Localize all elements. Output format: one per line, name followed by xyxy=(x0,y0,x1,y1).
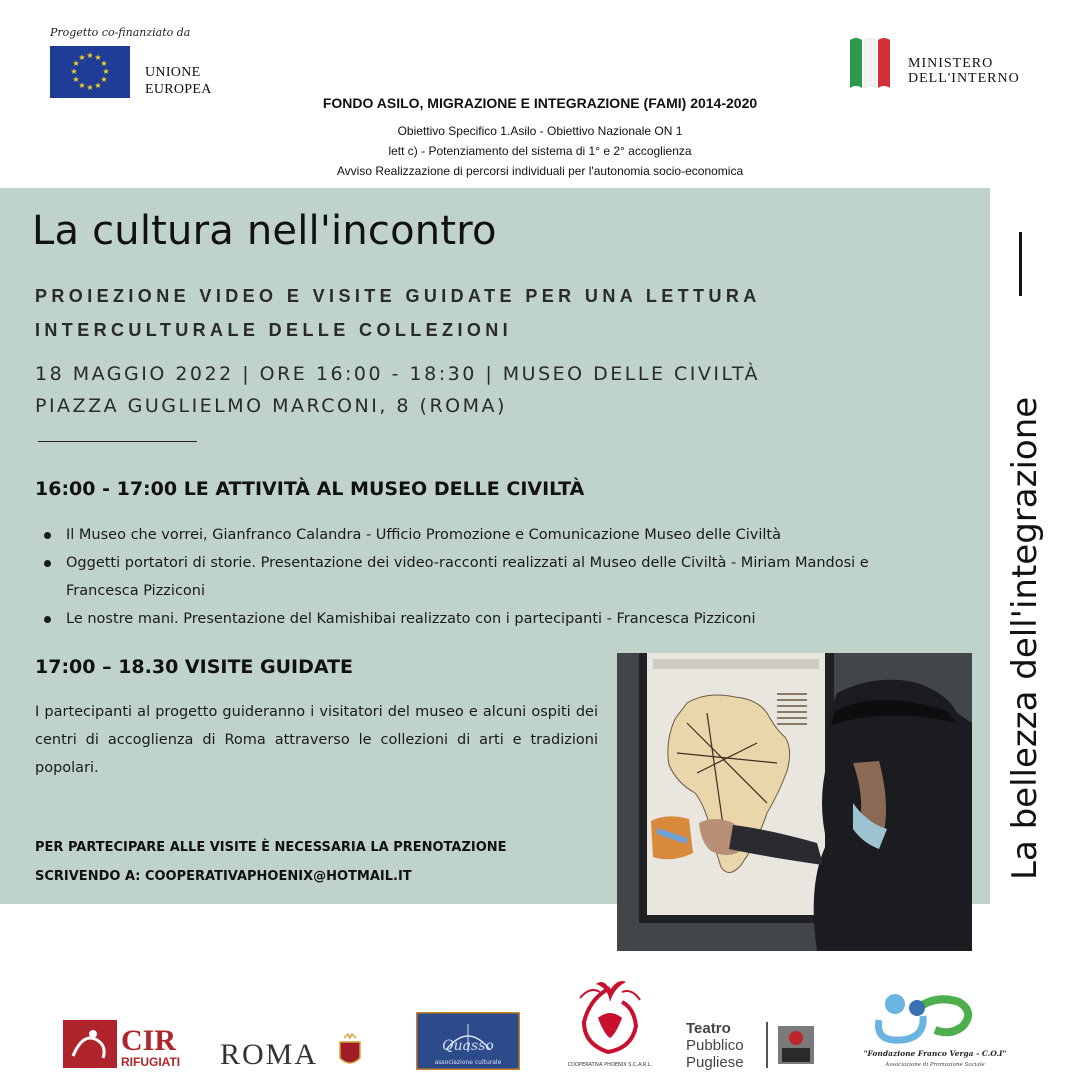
section1-heading: 16:00 - 17:00 LE ATTIVITÀ AL MUSEO DELLE CIVILTÀ xyxy=(35,478,585,500)
verga-logo xyxy=(855,990,1015,1070)
divider xyxy=(38,441,197,442)
slogan-vertical: La bellezza dell'integrazione xyxy=(1005,396,1045,880)
eu-flag-logo xyxy=(50,46,130,98)
section2-paragraph: I partecipanti al progetto guideranno i visitatori del museo e alcuni ospiti dei centri di accoglienza di Roma attraverso le collezioni di arti e tradizioni popolari. xyxy=(35,704,598,776)
eu-line1: UNIONE xyxy=(145,65,201,80)
fund-subtitle xyxy=(0,121,1080,181)
fund-line: lett c) - Potenziamento del sistema di 1° e 2° accoglienza xyxy=(388,144,692,158)
phoenix-logo xyxy=(560,978,660,1070)
booking-line1: PER PARTECIPARE ALLE VISITE È NECESSARIA LA PRENOTAZIONE xyxy=(35,840,507,855)
quasso-name: Quasso xyxy=(442,1038,494,1054)
event-subtitle xyxy=(35,279,761,347)
eu-name xyxy=(145,64,212,98)
list-item-text: Le nostre mani. Presentazione del Kamishibai realizzato con i partecipanti - Francesca Pizziconi xyxy=(66,611,756,627)
svg-text:★: ★ xyxy=(78,53,86,62)
svg-text:★: ★ xyxy=(100,75,108,84)
quasso-sub: associazione culturale xyxy=(434,1059,502,1066)
cir-sub: RIFUGIATI xyxy=(121,1055,181,1069)
ministry-line1: MINISTERO xyxy=(908,56,994,71)
booking-line2: SCRIVENDO A: COOPERATIVAPHOENIX@HOTMAIL.IT xyxy=(35,869,412,884)
svg-text:★: ★ xyxy=(100,59,108,68)
event-title: La cultura nell'incontro xyxy=(32,208,497,254)
phoenix-name: COOPERATIVA PHOENIX S.C.A.R.L. xyxy=(567,1062,653,1068)
list-item-text: Il Museo che vorrei, Gianfranco Calandra - Ufficio Promozione e Comunicazione Museo delle Civiltà xyxy=(66,527,782,543)
svg-text:★: ★ xyxy=(72,75,80,84)
cir-logo xyxy=(63,1018,208,1070)
svg-text:★: ★ xyxy=(86,51,94,60)
museum-photo xyxy=(617,653,972,951)
date-line: 18 MAGGIO 2022 | ORE 16:00 - 18:30 | MUSEO DELLE CIVILTÀ xyxy=(35,363,761,385)
teatro-line1: Teatro xyxy=(686,1020,731,1037)
eu-line2: EUROPEA xyxy=(145,82,212,97)
section2-heading: 17:00 – 18.30 VISITE GUIDATE xyxy=(35,656,354,678)
section1-list xyxy=(40,521,940,633)
list-item xyxy=(40,605,940,633)
svg-text:★: ★ xyxy=(86,83,94,92)
roma-logo xyxy=(220,1032,365,1072)
fund-line: Avviso Realizzazione di percorsi individuali per l'autonomia socio-economica xyxy=(336,164,744,178)
svg-text:★: ★ xyxy=(70,67,78,76)
verga-name: "Fondazione Franco Verga - C.O.I" xyxy=(863,1049,1007,1058)
teatro-line2: Pubblico xyxy=(686,1037,744,1054)
svg-text:★: ★ xyxy=(72,59,80,68)
booking-note xyxy=(35,833,507,891)
subtitle-line2: INTERCULTURALE DELLE COLLEZIONI xyxy=(35,320,513,340)
cofinanced-label: Progetto co-finanziato da xyxy=(50,26,191,39)
cir-name: CIR xyxy=(121,1024,177,1057)
svg-text:★: ★ xyxy=(94,81,102,90)
ministry-name xyxy=(908,56,1020,86)
svg-text:★: ★ xyxy=(78,81,86,90)
teatro-logo xyxy=(686,1018,826,1073)
fund-title: FONDO ASILO, MIGRAZIONE E INTEGRAZIONE (FAMI) 2014-2020 xyxy=(322,95,758,111)
bullet-icon xyxy=(44,532,51,539)
event-date-location xyxy=(35,358,760,422)
svg-text:★: ★ xyxy=(102,67,110,76)
list-item-text: Oggetti portatori di storie. Presentazione dei video-racconti realizzati al Museo delle Civiltà - Miriam Mandosi e Francesca Pizziconi xyxy=(66,555,869,599)
slogan-bar xyxy=(1019,232,1022,296)
bullet-icon xyxy=(44,616,51,623)
list-item xyxy=(40,521,940,549)
address-line: PIAZZA GUGLIELMO MARCONI, 8 (ROMA) xyxy=(35,395,507,417)
teatro-line3: Pugliese xyxy=(686,1054,744,1071)
verga-sub: Associazione di Promozione Sociale xyxy=(885,1062,985,1068)
subtitle-line1: PROIEZIONE VIDEO E VISITE GUIDATE PER UNA LETTURA xyxy=(35,286,761,306)
quasso-logo xyxy=(416,1012,520,1070)
eu-stars-icon xyxy=(50,46,130,98)
ministry-emblem-icon xyxy=(848,34,896,90)
list-item xyxy=(40,549,940,605)
bullet-icon xyxy=(44,560,51,567)
svg-text:★: ★ xyxy=(94,53,102,62)
ministry-line2: DELL'INTERNO xyxy=(908,71,1020,86)
fund-line: Obiettivo Specifico 1.Asilo - Obiettivo Nazionale ON 1 xyxy=(397,124,683,138)
roma-name: ROMA xyxy=(220,1038,319,1071)
